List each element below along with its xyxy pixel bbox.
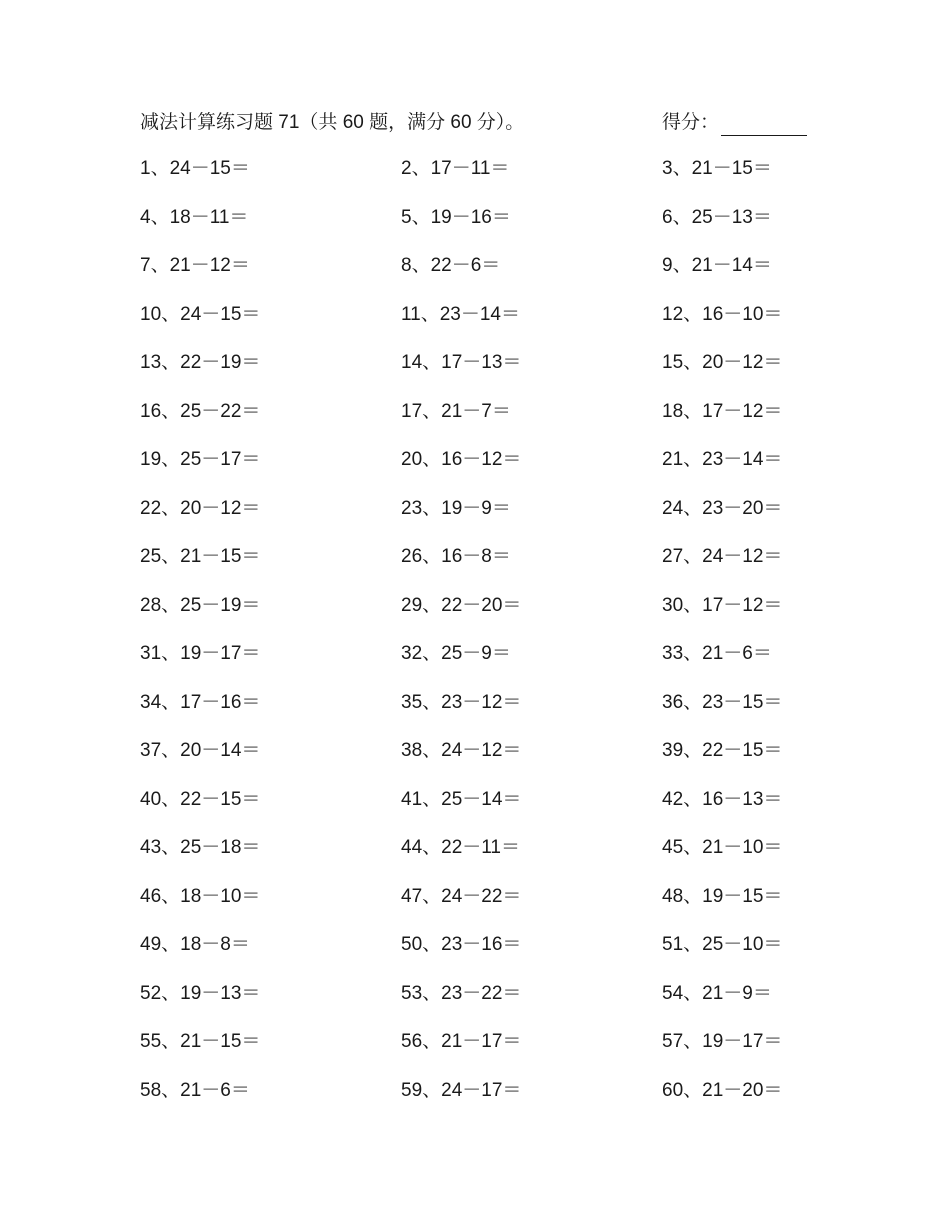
problem-item: 15、20－12＝ (662, 352, 783, 373)
problem-item: 25、21－15＝ (140, 546, 261, 567)
problem-item: 11、23－14＝ (401, 303, 520, 325)
problem-item: 14、17－13＝ (401, 352, 522, 373)
problem-item: 56、21－17＝ (401, 1031, 522, 1052)
problem-item: 46、18－10＝ (140, 885, 261, 907)
problem-item: 17、21－7＝ (401, 400, 511, 422)
problem-item: 20、16－12＝ (401, 449, 522, 470)
problem-item: 54、21－9＝ (662, 982, 772, 1004)
problem-item: 8、22－6＝ (401, 255, 501, 276)
problem-item: 12、16－10＝ (662, 303, 783, 325)
problem-item: 28、25－19＝ (140, 594, 261, 616)
worksheet-title: 减法计算练习题 71（共 60 题，满分 60 分）。 (140, 112, 525, 133)
problem-item: 27、24－12＝ (662, 546, 783, 567)
problem-item: 42、16－13＝ (662, 788, 783, 810)
problem-item: 45、21－10＝ (662, 837, 783, 858)
problem-item: 19、25－17＝ (140, 449, 261, 470)
problem-item: 49、18－8＝ (140, 934, 250, 955)
problem-item: 34、17－16＝ (140, 691, 261, 713)
problem-item: 38、24－12＝ (401, 740, 522, 761)
problem-item: 33、21－6＝ (662, 643, 772, 664)
problem-item: 16、25－22＝ (140, 400, 261, 422)
problem-item: 40、22－15＝ (140, 788, 261, 810)
problem-item: 57、19－17＝ (662, 1031, 783, 1052)
problem-item: 30、17－12＝ (662, 594, 783, 616)
problem-item: 53、23－22＝ (401, 982, 522, 1004)
problem-item: 58、21－6＝ (140, 1079, 250, 1101)
problem-item: 18、17－12＝ (662, 400, 783, 422)
problem-item: 55、21－15＝ (140, 1031, 261, 1052)
problem-item: 44、22－11＝ (401, 837, 520, 858)
problem-item: 5、19－16＝ (401, 206, 511, 228)
problem-item: 52、19－13＝ (140, 982, 261, 1004)
problem-item: 60、21－20＝ (662, 1079, 783, 1101)
score-label: 得分： (662, 112, 720, 133)
problem-item: 9、21－14＝ (662, 255, 772, 276)
problem-item: 32、25－9＝ (401, 643, 511, 664)
problem-item: 29、22－20＝ (401, 594, 522, 616)
problem-item: 3、21－15＝ (662, 158, 772, 179)
problem-item: 47、24－22＝ (401, 885, 522, 907)
problem-item: 2、17－11＝ (401, 158, 510, 179)
problem-item: 26、16－8＝ (401, 546, 511, 567)
problem-item: 7、21－12＝ (140, 255, 250, 276)
problem-item: 23、19－9＝ (401, 497, 511, 519)
problem-item: 48、19－15＝ (662, 885, 783, 907)
problem-item: 35、23－12＝ (401, 691, 522, 713)
problem-item: 6、25－13＝ (662, 206, 772, 228)
problem-item: 59、24－17＝ (401, 1079, 522, 1101)
problem-item: 51、25－10＝ (662, 934, 783, 955)
score-area (662, 108, 807, 138)
problem-item: 41、25－14＝ (401, 788, 522, 810)
problem-item: 24、23－20＝ (662, 497, 783, 519)
problem-item: 10、24－15＝ (140, 303, 261, 325)
problem-item: 39、22－15＝ (662, 740, 783, 761)
problem-item: 31、19－17＝ (140, 643, 261, 664)
problem-item: 21、23－14＝ (662, 449, 783, 470)
problem-item: 36、23－15＝ (662, 691, 783, 713)
problem-item: 50、23－16＝ (401, 934, 522, 955)
problem-item: 22、20－12＝ (140, 497, 261, 519)
problem-item: 43、25－18＝ (140, 837, 261, 858)
problem-item: 37、20－14＝ (140, 740, 261, 761)
problem-item: 1、24－15＝ (140, 158, 250, 179)
problem-item: 13、22－19＝ (140, 352, 261, 373)
worksheet-header (140, 108, 820, 138)
score-blank-line[interactable] (721, 113, 807, 136)
problem-item: 4、18－11＝ (140, 206, 249, 228)
